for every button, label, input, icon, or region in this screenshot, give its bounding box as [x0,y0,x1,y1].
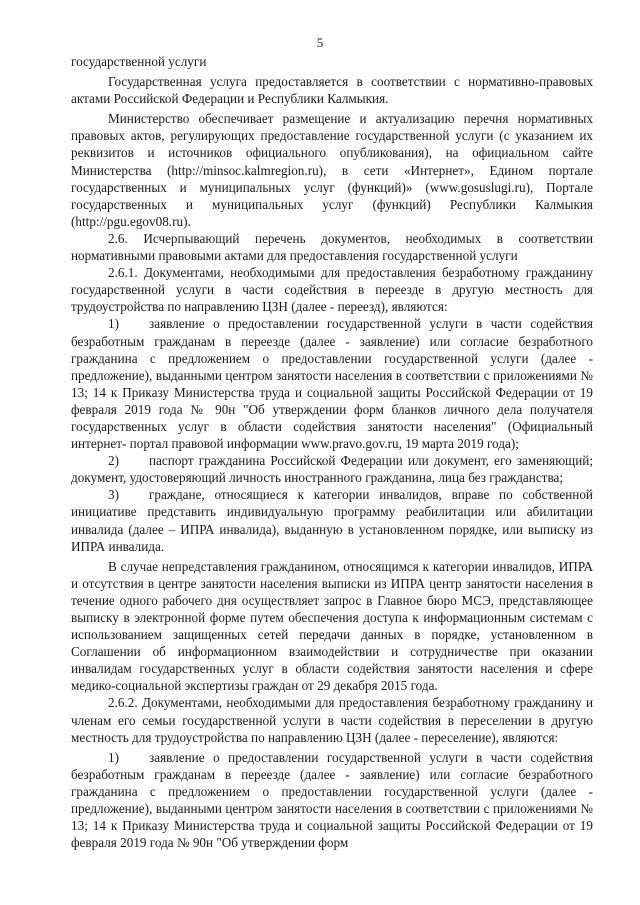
list-item [71,315,593,452]
list-item [71,486,593,554]
list-item [71,749,593,852]
page-number: 5 [316,35,324,50]
list-item-number: 2) [108,453,119,469]
paragraph-ipra-request: В случае непредставления гражданином, относящимся к категории инвалидов, ИПРА и отсутствия в центре занятости населения выписки из ИПРА центр занятости населения в течение одного рабочего дня осуществляет запрос в Главное бюро МСЭ, представляющее выписку в электронной форме путем обеспечения доступа к информационным системам с использованием защищенных сетей передачи данных в порядке, установленном в Соглашении об информационном взаимодействии и сотрудничестве при оказании инвалидам государственных услуг в области содействия занятости населения и сфере медико-социальной экспертизы граждан от 29 декабря 2015 года. [71,558,593,694]
list-item-number: 1) [108,316,119,332]
section-2-6-1-paragraph: 2.6.1. Документами, необходимыми для предоставления безработному гражданину государственной услуги в части содействия в переезде в другую местность для трудоустройства по направлению ЦЗН (далее - переезд), являются: [71,265,593,315]
list-item [71,452,593,486]
document-body [71,53,593,851]
list-item-text: заявление о предоставлении государственной услуги в части содействия безработным гражданам в переезде (далее - заявление) или согласие безработного гражданина с предложением о предоставлении государственной услуги (далее - предложение), выданными центром занятости населения в соответствии с приложениями № 13; 14 к Приказу Министерства труда и социальной защиты Российской Федерации от 19 февраля 2019 года № 90н "Об утверждении форм [71,749,593,851]
list-item-text: заявление о предоставлении государственной услуги в части содействия безработным гражданам в переезде (далее - заявление) или согласие безработного гражданина с предложением о предоставлении государственной услуги (далее - предложение), выданными центром занятости населения в соответствии с приложениями № 13; 14 к Приказу Министерства труда и социальной защиты Российской Федерации от 19 февраля 2019 года № 90н "Об утверждении форм бланков личного дела получателя государственных услуг в области содействия занятости населения" (Официальный интернет- портал правовой информации www.pravo.gov.ru, 19 марта 2019 года); [71,316,593,452]
list-item-number: 3) [108,487,119,503]
section-2-6-heading: 2.6. Исчерпывающий перечень документов, необходимых в соответствии нормативными правовыми актами для предоставления государственной услуги [71,230,593,264]
paragraph-continuation: государственной услуги [71,54,207,69]
list-item-text: граждане, относящиеся к категории инвалидов, вправе по собственной инициативе представить индивидуальную программу реабилитации или абилитации инвалида (далее – ИПРА инвалида), выданную в установленном порядке, или выписку из ИПРА инвалида. [71,487,593,554]
section-2-6-2-paragraph: 2.6.2. Документами, необходимыми для предоставления безработному гражданину и членам его семьи государственной услуги в части содействия в переселении в другую местность для трудоустройства по направлению ЦЗН (далее - переселение), являются: [71,695,593,745]
list-item-text: паспорт гражданина Российской Федерации или документ, его заменяющий; документ, удостоверяющий личность иностранного гражданина, лица без гражданства; [71,453,593,486]
paragraph-ministry-publishing: Министерство обеспечивает размещение и актуализацию перечня нормативных правовых актов, регулирующих предоставление государственной услуги (с указанием их реквизитов и источников официального опубликования), на официальном сайте Министерства (http://minsoc.kalmregion.ru), в сети «Интернет», Едином портале государственных и муниципальных услуг (функций)» (www.gosuslugi.ru), Портале государственных и муниципальных услуг (функций) Республики Калмыкия (http://pgu.egov08.ru). [71,111,593,229]
paragraph-legal-basis: Государственная услуга предоставляется в соответствии с нормативно-правовых актами Российской Федерации и Республики Калмыкия. [71,74,593,107]
list-item-number: 1) [108,749,119,765]
